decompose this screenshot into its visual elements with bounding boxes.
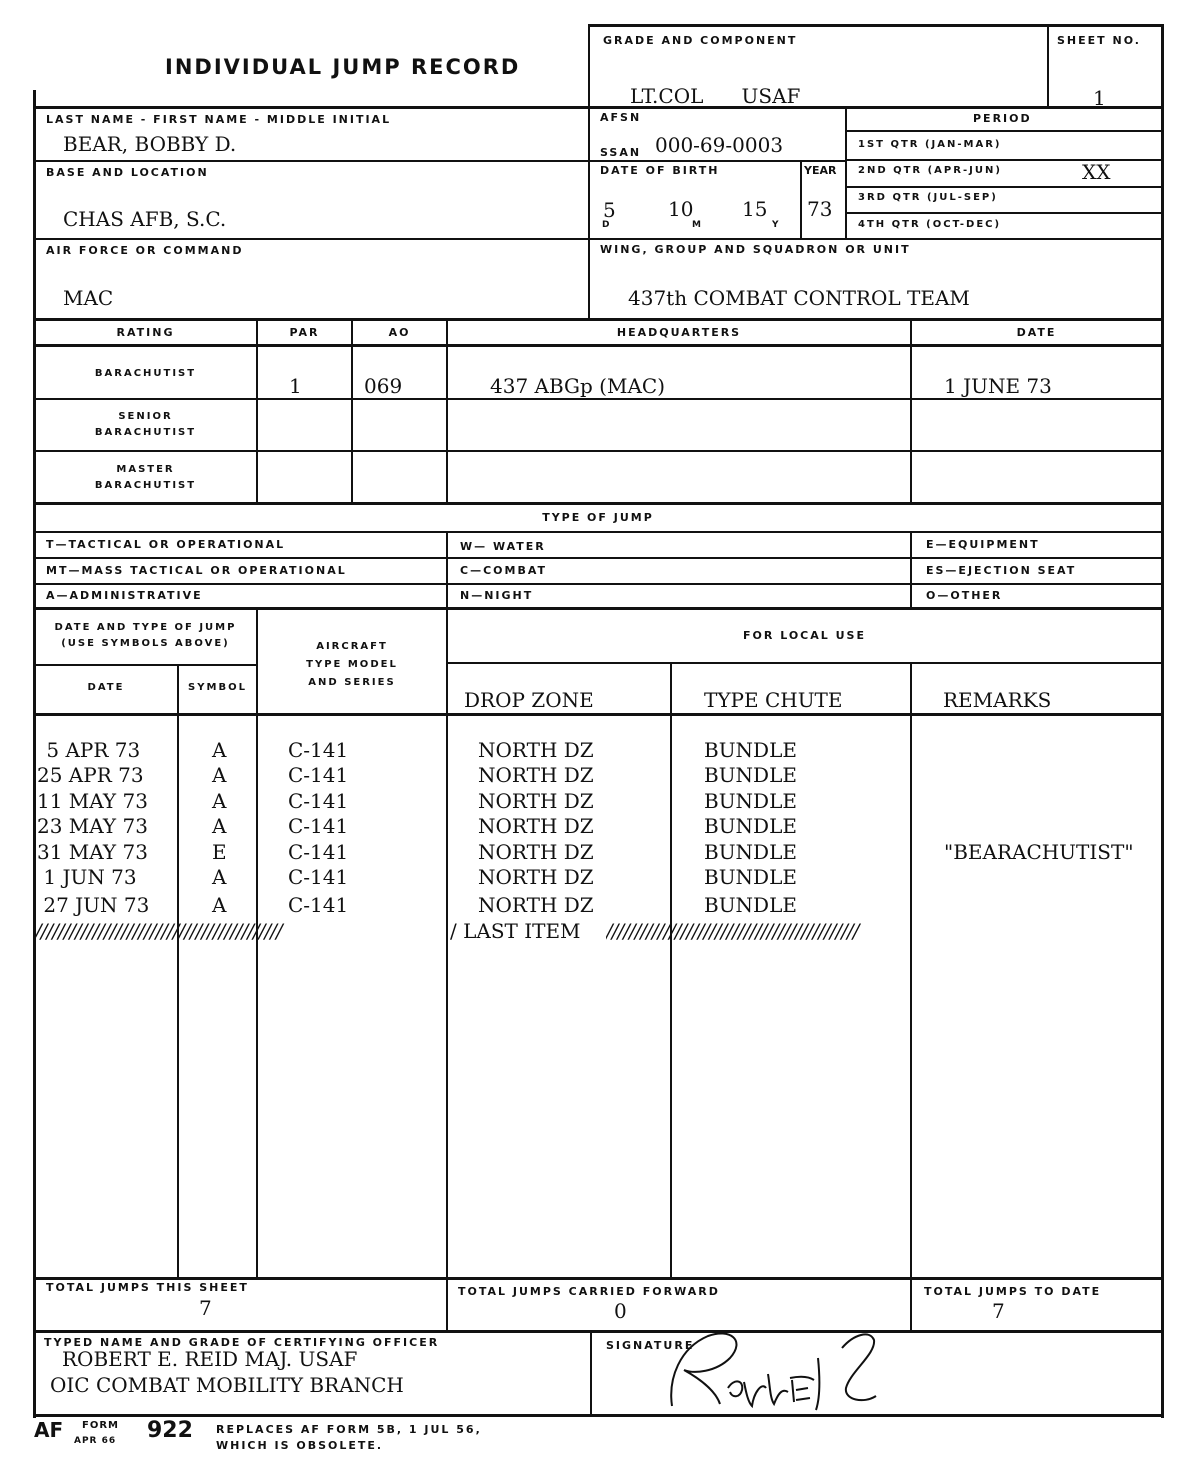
base-label: BASE AND LOCATION — [46, 166, 209, 179]
jump-date: 25 APR 73 — [37, 763, 144, 787]
jump-aircraft: C-141 — [288, 738, 349, 762]
signature-text — [650, 1318, 651, 1319]
jump-aircraft: C-141 — [288, 893, 349, 917]
footer-replaces-2: WHICH IS OBSOLETE. — [216, 1439, 384, 1452]
signature[interactable] — [650, 1318, 910, 1414]
year-label: YEAR — [804, 164, 837, 177]
jump-date: 5 APR 73 — [40, 738, 141, 762]
command-value[interactable]: MAC — [63, 286, 114, 310]
remarks-header: REMARKS — [943, 688, 1052, 712]
certifying-label: TYPED NAME AND GRADE OF CERTIFYING OFFICER — [44, 1336, 440, 1349]
jump-symbol: A — [212, 763, 227, 787]
jump-chute: BUNDLE — [704, 814, 797, 838]
total-to-date-label: TOTAL JUMPS TO DATE — [924, 1285, 1102, 1298]
jump-date-header: DATE — [87, 682, 125, 693]
dob-month[interactable]: 10 — [668, 197, 694, 221]
jump-aircraft: C-141 — [288, 789, 349, 813]
sheet-value[interactable]: 1 — [1093, 86, 1106, 110]
dob-day[interactable]: 5 — [603, 198, 616, 222]
par-header: PAR — [289, 326, 320, 339]
table-row[interactable] — [0, 814, 1160, 839]
table-row[interactable] — [0, 865, 1160, 890]
footer-replaces-1: REPLACES AF FORM 5B, 1 JUL 56, — [216, 1423, 482, 1436]
quarter-mark[interactable]: XX — [1082, 160, 1111, 184]
grade-label: GRADE AND COMPONENT — [603, 34, 798, 47]
type-es: ES—EJECTION SEAT — [926, 564, 1077, 577]
symbol-header: SYMBOL — [188, 682, 247, 693]
total-this-sheet-label: TOTAL JUMPS THIS SHEET — [46, 1281, 249, 1294]
total-to-date-value[interactable]: 7 — [992, 1299, 1005, 1323]
type-e: E—EQUIPMENT — [926, 538, 1040, 551]
dob-sub-m: M — [692, 220, 703, 230]
rating-row-1-label: BARACHUTIST — [94, 368, 197, 379]
table-row[interactable] — [0, 763, 1160, 788]
name-label: LAST NAME - FIRST NAME - MIDDLE INITIAL — [46, 113, 392, 126]
rating-row-1-par[interactable]: 1 — [289, 374, 302, 398]
rating-row-3-label: MASTER BARACHUTIST — [94, 464, 197, 491]
rating-row-1-date[interactable]: 1 JUNE 73 — [944, 374, 1052, 398]
quarter-3[interactable]: 3RD QTR (JUL-SEP) — [858, 192, 998, 203]
jump-date: 11 MAY 73 — [37, 789, 148, 813]
total-forward-value[interactable]: 0 — [614, 1299, 627, 1323]
date-header: DATE — [1016, 326, 1057, 339]
jump-date: 1 JUN 73 — [37, 865, 137, 889]
jump-remarks: "BEARACHUTIST" — [944, 840, 1134, 864]
jump-dz: NORTH DZ — [478, 865, 594, 889]
type-n: N—NIGHT — [460, 589, 534, 602]
type-of-jump-heading: TYPE OF JUMP — [542, 511, 654, 524]
footer-form-date: APR 66 — [74, 1436, 117, 1446]
dob-year[interactable]: 15 — [742, 197, 768, 221]
date-type-group-label: DATE AND TYPE OF JUMP (USE SYMBOLS ABOVE) — [54, 622, 237, 649]
jump-chute: BUNDLE — [704, 789, 797, 813]
signature-scribble — [650, 1318, 910, 1414]
jump-chute: BUNDLE — [704, 840, 797, 864]
certifying-title[interactable]: OIC COMBAT MOBILITY BRANCH — [50, 1373, 404, 1397]
year-value[interactable]: 73 — [807, 197, 833, 221]
rating-row-2-label: SENIOR BARACHUTIST — [94, 411, 197, 438]
quarter-1[interactable]: 1ST QTR (JAN-MAR) — [858, 139, 1002, 150]
form-footer — [34, 1418, 594, 1462]
jump-aircraft: C-141 — [288, 814, 349, 838]
jump-dz: NORTH DZ — [478, 814, 594, 838]
table-row[interactable] — [0, 893, 1160, 918]
jump-chute: BUNDLE — [704, 865, 797, 889]
jump-aircraft: C-141 — [288, 763, 349, 787]
quarter-2[interactable]: 2ND QTR (APR-JUN) — [858, 165, 1002, 176]
footer-af: AF — [34, 1418, 64, 1442]
last-item-marker: / LAST ITEM — [450, 919, 581, 943]
ssan-label: SSAN — [600, 146, 642, 159]
jump-symbol: A — [212, 893, 227, 917]
grade-value[interactable]: LT.COL USAF — [630, 84, 801, 108]
aircraft-header: AIRCRAFT TYPE MODEL AND SERIES — [306, 641, 398, 688]
period-label: PERIOD — [973, 112, 1032, 125]
jump-aircraft: C-141 — [288, 865, 349, 889]
jump-chute: BUNDLE — [704, 893, 797, 917]
jump-date: 31 MAY 73 — [37, 840, 148, 864]
table-row[interactable] — [0, 789, 1160, 814]
hq-header: HEADQUARTERS — [616, 326, 742, 339]
jump-chute: BUNDLE — [704, 738, 797, 762]
total-this-sheet-value[interactable]: 7 — [199, 1296, 212, 1320]
quarter-4[interactable]: 4TH QTR (OCT-DEC) — [858, 219, 1002, 230]
type-o: O—OTHER — [926, 589, 1003, 602]
name-value[interactable]: BEAR, BOBBY D. — [63, 132, 237, 156]
jump-date: 27 JUN 73 — [37, 893, 150, 917]
certifying-name[interactable]: ROBERT E. REID MAJ. USAF — [62, 1347, 358, 1371]
type-mt: MT—MASS TACTICAL OR OPERATIONAL — [46, 564, 347, 577]
type-a: A—ADMINISTRATIVE — [46, 589, 203, 602]
ssan-value[interactable]: 000-69-0003 — [655, 133, 784, 157]
unit-value[interactable]: 437th COMBAT CONTROL TEAM — [628, 286, 970, 310]
hatch-left: /////////////////////////////////////////// — [35, 919, 282, 943]
rating-row-1-hq[interactable]: 437 ABGp (MAC) — [490, 374, 666, 398]
type-c: C—COMBAT — [460, 564, 547, 577]
afsn-label: AFSN — [600, 111, 642, 124]
jump-aircraft: C-141 — [288, 840, 349, 864]
rating-row-1-ao[interactable]: 069 — [364, 374, 403, 398]
jump-dz: NORTH DZ — [478, 738, 594, 762]
total-forward-label: TOTAL JUMPS CARRIED FORWARD — [458, 1285, 720, 1298]
table-row[interactable] — [0, 840, 1160, 865]
table-row[interactable] — [0, 738, 1160, 763]
type-w: W— WATER — [460, 540, 546, 553]
signature-label: SIGNATURE — [606, 1339, 695, 1352]
jump-symbol: A — [212, 814, 227, 838]
jump-date: 23 MAY 73 — [37, 814, 148, 838]
jump-dz: NORTH DZ — [478, 789, 594, 813]
type-t: T—TACTICAL OR OPERATIONAL — [46, 538, 286, 551]
local-use-header: FOR LOCAL USE — [743, 629, 866, 642]
footer-form-number: 922 — [147, 1418, 193, 1443]
jump-dz: NORTH DZ — [478, 840, 594, 864]
form-title: INDIVIDUAL JUMP RECORD — [165, 55, 521, 79]
sheet-label: SHEET NO. — [1057, 34, 1141, 47]
ao-header: AO — [388, 326, 411, 339]
jump-symbol: A — [212, 789, 227, 813]
type-chute-header: TYPE CHUTE — [704, 688, 843, 712]
jump-chute: BUNDLE — [704, 763, 797, 787]
dob-sub-y: Y — [772, 220, 781, 230]
dob-sub-d: D — [602, 220, 612, 230]
command-label: AIR FORCE OR COMMAND — [46, 244, 244, 257]
jump-dz: NORTH DZ — [478, 893, 594, 917]
jump-symbol: E — [212, 840, 227, 864]
jump-dz: NORTH DZ — [478, 763, 594, 787]
base-value[interactable]: CHAS AFB, S.C. — [63, 207, 227, 231]
dob-label: DATE OF BIRTH — [600, 164, 720, 177]
jump-symbol: A — [212, 738, 227, 762]
unit-label: WING, GROUP AND SQUADRON OR UNIT — [600, 243, 911, 256]
rating-header: RATING — [116, 326, 175, 339]
jump-symbol: A — [212, 865, 227, 889]
hatch-right: //////////////////////////////////////////// — [606, 919, 859, 943]
footer-form-label: FORM — [82, 1420, 119, 1431]
drop-zone-header: DROP ZONE — [464, 688, 594, 712]
